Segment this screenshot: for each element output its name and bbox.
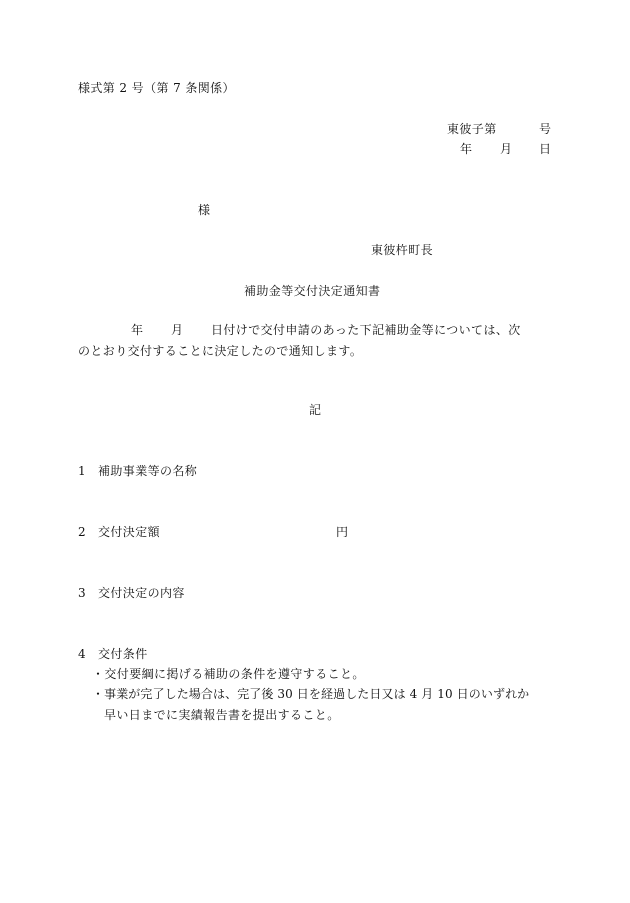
recipient-honorific: 様 bbox=[198, 203, 211, 217]
condition-2-line-2: 早い日までに実績報告書を提出すること。 bbox=[104, 708, 340, 722]
item-2-unit: 円 bbox=[336, 525, 349, 539]
item-3-number: 3 bbox=[78, 586, 87, 600]
body-year: 年 bbox=[131, 323, 144, 337]
item-4-label: 交付条件 bbox=[98, 647, 148, 661]
body-line-1: 日付けで交付申請のあった下記補助金等については、次 bbox=[211, 323, 521, 337]
item-3-label: 交付決定の内容 bbox=[98, 586, 185, 600]
item-4-number: 4 bbox=[78, 647, 87, 661]
item-2-label: 交付決定額 bbox=[98, 525, 161, 539]
item-2-number: 2 bbox=[78, 525, 87, 539]
document-number-prefix: 東彼子第 bbox=[447, 122, 497, 136]
condition-2-line-1: ・事業が完了した場合は、完了後 30 日を経過した日又は 4 月 10 日のいずれか bbox=[92, 687, 530, 701]
condition-1: ・交付要綱に掲げる補助の条件を遵守すること。 bbox=[92, 667, 365, 681]
body-month: 月 bbox=[171, 323, 184, 337]
item-1-label: 補助事業等の名称 bbox=[98, 464, 198, 478]
item-1-number: 1 bbox=[78, 464, 87, 478]
date-day: 日 bbox=[539, 142, 552, 156]
date-month: 月 bbox=[500, 142, 513, 156]
document-number-suffix: 号 bbox=[539, 122, 552, 136]
document-title: 補助金等交付決定通知書 bbox=[244, 284, 381, 298]
issuer-name: 東彼杵町長 bbox=[371, 243, 434, 257]
date-year: 年 bbox=[460, 142, 473, 156]
body-line-2: のとおり交付することに決定したので通知します。 bbox=[78, 344, 363, 358]
ki-heading: 記 bbox=[309, 403, 322, 417]
form-label: 様式第 2 号（第 7 条関係） bbox=[78, 81, 235, 95]
